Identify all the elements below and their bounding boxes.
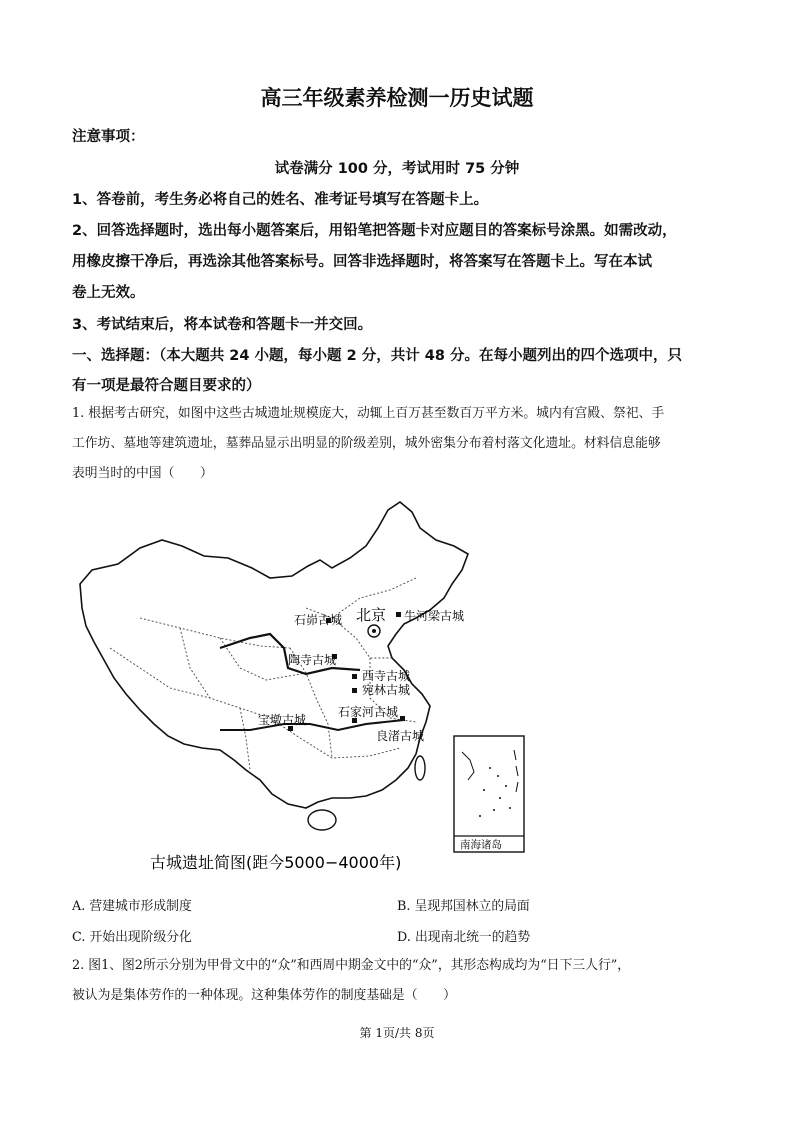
q1-line-3: 表明当时的中国（ ） [72, 466, 213, 481]
site-label: 牛河梁古城 [404, 609, 465, 623]
notice-heading: 注意事项： [72, 129, 145, 145]
ancient-city-map [70, 498, 530, 883]
option-b: B. 呈现邦国林立的局面 [397, 899, 530, 914]
section-heading: 一、选择题：（本大题共 24 小题，每小题 2 分，共计 48 分。在每小题列出的四个选项中，只 [72, 348, 682, 364]
site-label: 陶寺古城 [288, 653, 337, 667]
site-marker [400, 716, 405, 721]
china-outline [80, 502, 468, 808]
taiwan-island [415, 756, 425, 780]
site-label: 宝墩古城 [258, 713, 307, 727]
site-marker [396, 612, 401, 617]
q1-line-1: 1. 根据考古研究，如图中这些古城遗址规模庞大，动辄上百万甚至数百万平方米。城内有宫殿、祭祀、手 [72, 406, 665, 421]
score-line: 试卷满分 100 分，考试用时 75 分钟 [274, 161, 520, 177]
page-title: 高三年级素养检测一历史试题 [260, 85, 534, 110]
notice-item-2-end: 卷上无效。 [72, 285, 145, 301]
option-d: D. 出现南北统一的趋势 [397, 930, 531, 945]
site-marker [352, 674, 357, 679]
notice-item-1: 1、答卷前，考生务必将自己的姓名、准考证号填写在答题卡上。 [72, 192, 489, 208]
site-marker [352, 688, 357, 693]
site-label: 良渚古城 [376, 729, 425, 743]
q1-line-2: 工作坊、墓地等建筑遗址，墓葬品显示出明显的阶级差别，城外密集分布着村落文化遗址。材料信息能够 [72, 436, 661, 451]
inset-label: 南海诸岛 [460, 839, 502, 851]
page-footer: 第 1页/共 8页 [359, 1026, 435, 1040]
site-label: 宛林古城 [362, 683, 411, 697]
option-c: C. 开始出现阶级分化 [72, 930, 192, 945]
map-caption: 古城遗址简图(距今5000−4000年) [150, 853, 402, 872]
site-label: 石峁古城 [294, 613, 343, 627]
notice-item-2: 2、回答选择题时，选出每小题答案后，用铅笔把答题卡对应题目的答案标号涂黑。如需改动， [72, 223, 677, 239]
notice-item-2-cont: 用橡皮擦干净后，再选涂其他答案标号。回答非选择题时，将答案写在答题卡上。写在本试 [72, 254, 652, 270]
option-a: A. 营建城市形成制度 [72, 899, 192, 914]
q2-line-2: 被认为是集体劳作的一种体现。这种集体劳作的制度基础是（ ） [72, 988, 456, 1003]
site-label: 西寺古城 [362, 669, 411, 683]
site-label: 石家河古城 [338, 705, 399, 719]
section-heading-cont: 有一项是最符合题目要求的） [72, 378, 261, 394]
q2-line-1: 2. 图1、图2所示分别为甲骨文中的“众”和西周中期金文中的“众”，其形态构成均为“日下三人行”， [72, 958, 631, 973]
hainan-island [308, 810, 336, 830]
south-china-sea-inset [454, 736, 524, 852]
beijing-label: 北京 [356, 606, 387, 624]
notice-item-3: 3、考试结束后，将本试卷和答题卡一并交回。 [72, 317, 373, 333]
